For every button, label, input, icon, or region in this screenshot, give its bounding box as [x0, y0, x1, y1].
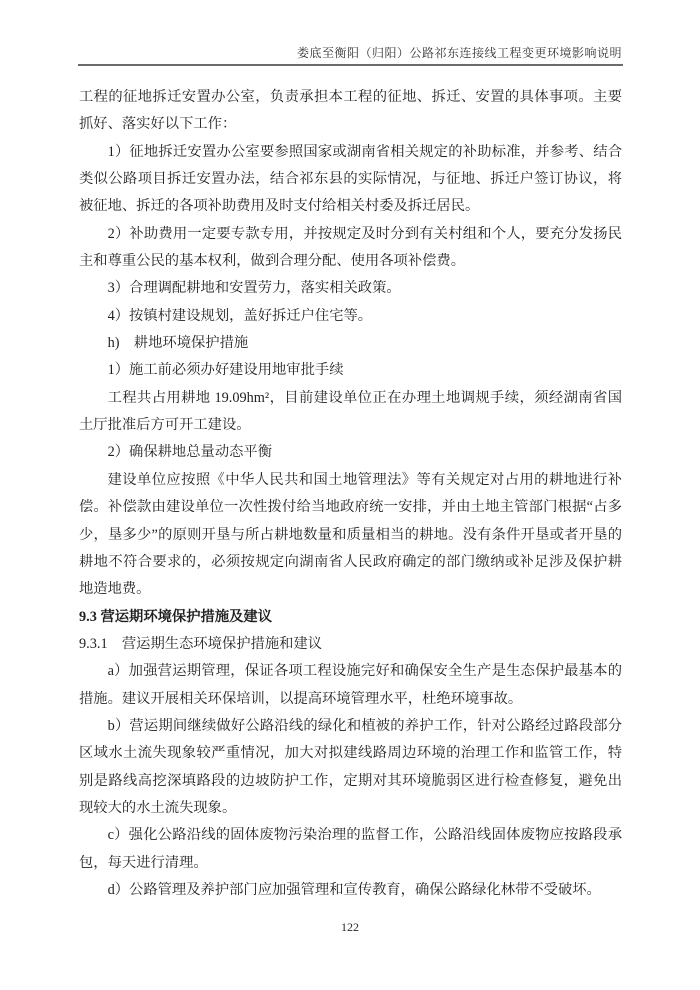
list-item: 4）按镇村建设规划，盖好拆迁户住宅等。	[107, 307, 373, 324]
list-item: c）强化公路沿线的固体废物污染治理的监督工作，公路沿线固体废物应按路段承包，每天进行清理。	[79, 827, 622, 871]
list-item: 1）征地拆迁安置办公室要参照国家或湖南省相关规定的补助标准，并参考、结合类似公路项目拆迁安置办法，结合祁东县的实际情况，与征地、拆迁户签订协议，将被征地、拆迁的各项补助费用及时支付给相关村委及拆迁居民。	[79, 143, 622, 215]
list-item: h) 耕地环境保护措施	[107, 335, 249, 352]
list-item: d）公路管理及养护部门应加强管理和宣传教育，确保公路绿化林带不受破坏。	[107, 881, 601, 898]
paragraph: 工程共占用耕地 19.09hm²，目前建设单位正在办理土地调规手续，须经湖南省国土厅批准后方可开工建设。	[79, 389, 622, 434]
page-number: 122	[341, 920, 359, 934]
list-item: 2）补助费用一定要专款专用，并按规定及时分到有关村组和个人，要充分发扬民主和尊重公民的基本权利，做到合理分配、使用各项补偿费。	[79, 225, 622, 270]
subsection-heading: 9.3.1 营运期生态环境保护措施和建议	[79, 635, 323, 652]
list-item: a）加强营运期管理，保证各项工程设施完好和确保安全生产是生态保护最基本的措施。建议开展相关环保培训，以提高环境管理水平，杜绝环境事故。	[79, 663, 622, 707]
running-header-title: 娄底至衡阳（归阳）公路祁东连接线工程变更环境影响说明	[296, 46, 622, 60]
section-heading: 9.3 营运期环境保护措施及建议	[79, 608, 273, 625]
paragraph: 工程的征地拆迁安置办公室，负责承担本工程的征地、拆迁、安置的具体事项。主要抓好、落实好以下工作：	[79, 89, 622, 133]
document-body	[79, 84, 622, 904]
header-divider	[78, 64, 623, 66]
list-item: 3）合理调配耕地和安置劳力，落实相关政策。	[107, 280, 401, 297]
list-item: b）营运期间继续做好公路沿线的绿化和植被的养护工作，针对公路经过路段部分区域水土流失现象较严重情况，加大对拟建线路周边环境的治理工作和监管工作，特别是路线高挖深填路段的边坡防护工作，定期对其环境脆弱区进行检查修复，避免出现较大的水土流失现象。	[79, 717, 622, 816]
paragraph: 建设单位应按照《中华人民共和国土地管理法》等有关规定对占用的耕地进行补偿。补偿款由建设单位一次性拨付给当地政府统一安排，并由土地主管部门根据“占多少，垦多少”的原则开垦与所占耕地数量和质量相当的耕地。没有条件开垦或者开垦的耕地不符合要求的，必须按规定向湖南省人民政府确定的部门缴纳或补足涉及保护耕地造地费。	[79, 471, 622, 598]
list-item: 2）确保耕地总量动态平衡	[107, 444, 273, 461]
list-item: 1）施工前必须办好建设用地审批手续	[107, 362, 344, 379]
